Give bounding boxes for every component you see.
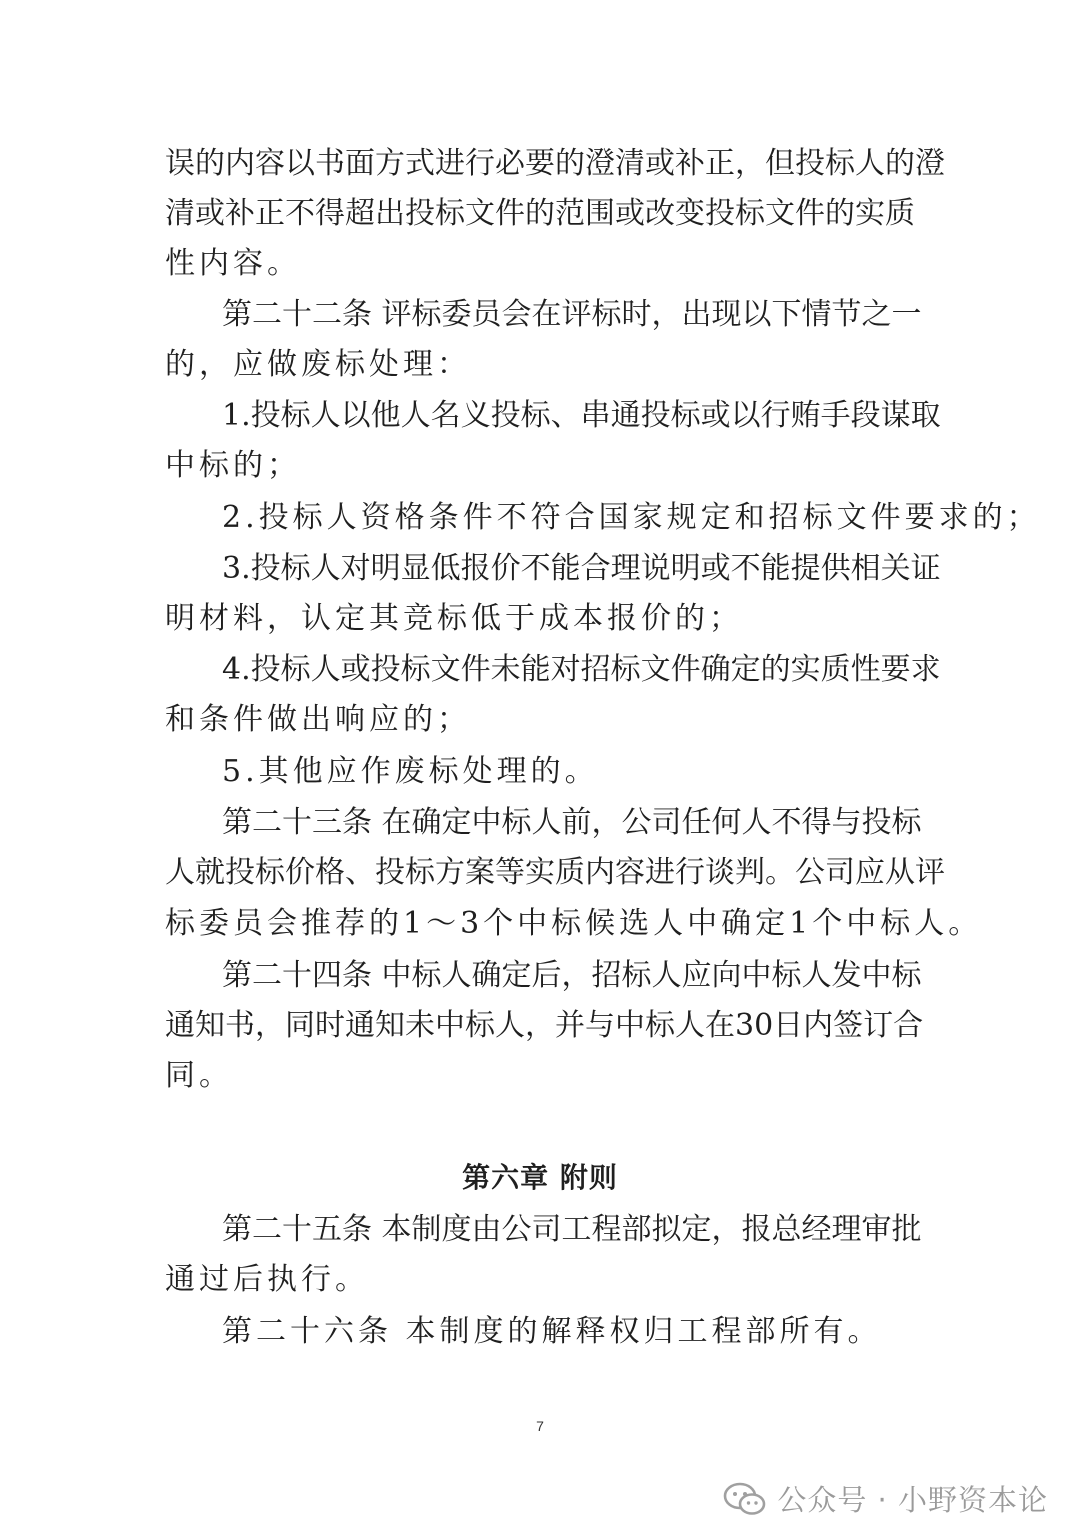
watermark-text: 公众号 · 小野资本论 (777, 1483, 1048, 1517)
text-line: 人就投标价格、投标方案等实质内容进行谈判。公司应从评 (165, 855, 945, 890)
article-26-heading: 第二十六条 本制度的解释权归工程部所有。 (222, 1314, 882, 1349)
wechat-icon (723, 1482, 767, 1516)
page-number: 7 (536, 1418, 544, 1434)
article-24-heading: 第二十四条 中标人确定后，招标人应向中标人发中标 (222, 958, 922, 993)
chapter-heading: 第六章 附则 (462, 1161, 618, 1194)
text-line: 的，应做废标处理： (165, 347, 471, 382)
text-line: 清或补正不得超出投标文件的范围或改变投标文件的实质 (165, 196, 915, 231)
text-line: 误的内容以书面方式进行必要的澄清或补正，但投标人的澄 (165, 146, 945, 181)
text-line: 通过后执行。 (165, 1262, 369, 1297)
text-line: 标委员会推荐的1～3个中标候选人中确定1个中标人。 (165, 906, 983, 941)
list-item: 2.投标人资格条件不符合国家规定和招标文件要求的； (222, 500, 1041, 535)
text-line: 明材料，认定其竞标低于成本报价的； (165, 601, 743, 636)
article-23-heading: 第二十三条 在确定中标人前，公司任何人不得与投标 (222, 805, 922, 840)
text-line: 中标的； (165, 448, 301, 483)
list-item: 1.投标人以他人名义投标、串通投标或以行贿手段谋取 (222, 398, 941, 433)
text-line: 性内容。 (165, 246, 301, 281)
text-line: 同。 (165, 1058, 233, 1093)
list-item: 5.其他应作废标处理的。 (222, 754, 599, 789)
list-item: 3.投标人对明显低报价不能合理说明或不能提供相关证 (222, 551, 941, 586)
text-line: 和条件做出响应的； (165, 702, 471, 737)
watermark (723, 1478, 1048, 1519)
article-22-heading: 第二十二条 评标委员会在评标时，出现以下情节之一 (222, 297, 922, 332)
text-line: 通知书，同时通知未中标人，并与中标人在30日内签订合 (165, 1008, 924, 1043)
article-25-heading: 第二十五条 本制度由公司工程部拟定，报总经理审批 (222, 1212, 922, 1247)
list-item: 4.投标人或投标文件未能对招标文件确定的实质性要求 (222, 652, 941, 687)
